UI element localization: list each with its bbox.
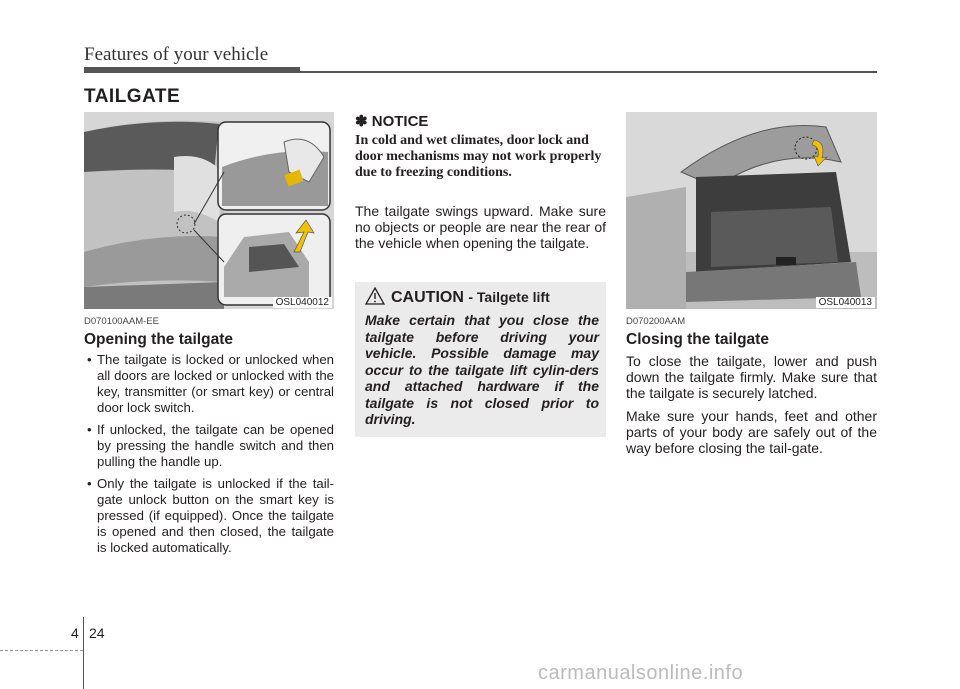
opening-heading: Opening the tailgate <box>84 331 233 348</box>
figure-tailgate-handle <box>84 112 334 309</box>
header-rule <box>84 71 877 73</box>
figure-label-left: OSL040012 <box>273 297 332 308</box>
opening-code: D070100AAM-EE <box>84 316 159 327</box>
figure-tailgate-open <box>626 112 877 309</box>
footer-divider <box>83 617 84 689</box>
caution-heading <box>391 289 550 307</box>
closing-heading: Closing the tailgate <box>626 331 769 348</box>
list-item: • Only the tailgate is unlocked if the tail-gate unlock button on the smart key is pressed (if equipped). Once the tailgate is opened and then closed, the tailgate is locked automatically. <box>84 476 334 556</box>
closing-code: D070200AAM <box>626 316 686 327</box>
figure-label-right: OSL040013 <box>816 297 875 308</box>
footer-dashed-line <box>0 650 83 652</box>
list-item: • If unlocked, the tailgate can be opened by pressing the handle switch and then pulling the handle up. <box>84 422 334 470</box>
tailgate-open-illustration <box>626 112 877 309</box>
chapter-number: 4 <box>71 625 79 641</box>
caution-text: Make certain that you close the tailgate before driving your vehicle. Possible damage may occur to the tailgate lift cylin-ders and attached hardware if the tailgate is not closed prior to driving. <box>365 312 599 427</box>
closing-paragraph-2: Make sure your hands, feet and other parts of your body are safely out of the way before closing the tail-gate. <box>626 408 877 456</box>
tailgate-handle-illustration <box>84 112 334 309</box>
notice-heading-label: NOTICE <box>371 113 429 130</box>
warning-triangle-icon <box>365 287 385 305</box>
section-title: TAILGATE <box>84 86 181 107</box>
caution-sublabel: - Tailgete lift <box>468 289 550 305</box>
page-number: 24 <box>89 625 105 641</box>
caution-label: CAUTION <box>391 289 464 306</box>
caution-box <box>355 282 606 437</box>
notice-body: The tailgate swings upward. Make sure no objects or people are near the rear of the vehicle when opening the tailgate. <box>355 203 606 251</box>
opening-bullet-list <box>84 352 334 562</box>
notice-heading <box>355 112 428 130</box>
header-title: Features of your vehicle <box>84 44 269 65</box>
notice-symbol-icon: ✽ <box>355 113 368 130</box>
watermark: carmanualsonline.info <box>538 662 744 684</box>
closing-paragraph-1: To close the tailgate, lower and push down the tailgate firmly. Make sure that the tailgate is securely latched. <box>626 353 877 401</box>
list-item: • The tailgate is locked or unlocked when all doors are locked or unlocked with the key, transmitter (or smart key) or central door lock switch. <box>84 352 334 416</box>
notice-warning-text: In cold and wet climates, door lock and door mechanisms may not work properly due to freezing conditions. <box>355 133 602 180</box>
